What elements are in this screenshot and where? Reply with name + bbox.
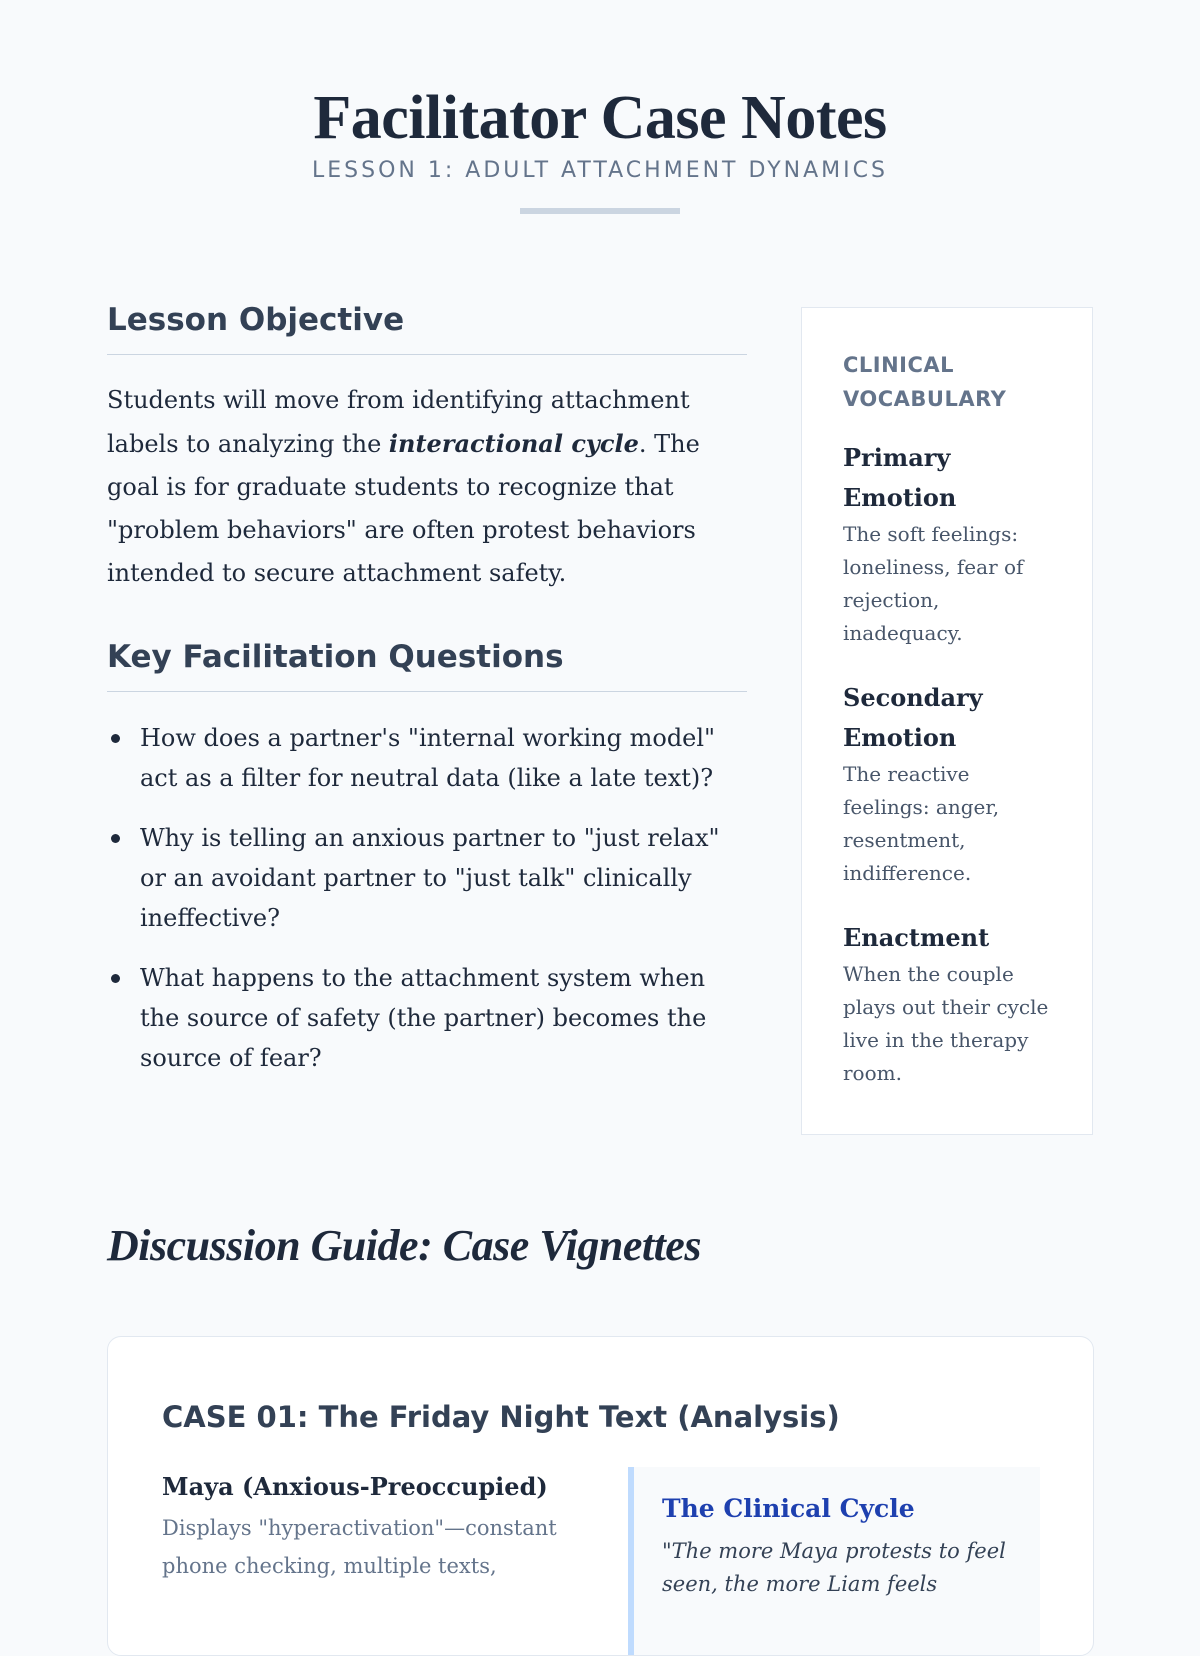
objective-emphasis: interactional cycle — [388, 429, 639, 458]
question-item: How does a partner's "internal working model" act as a filter for neutral data (like a late text)? — [107, 718, 747, 798]
cycle-quote: "The more Maya protests to feel seen, the more Liam feels — [662, 1539, 1006, 1596]
clinical-cycle-callout — [628, 1467, 1040, 1656]
case-profile — [162, 1467, 582, 1585]
vocab-definition: The soft feelings: loneliness, fear of rejection, inadequacy. — [843, 522, 1024, 645]
case-title: CASE 01: The Friday Night Text (Analysis) — [162, 1400, 840, 1434]
objective-text-start: Students will move from identifying attachment labels to analyzing the — [107, 386, 690, 458]
vocab-definition: The reactive feelings: anger, resentment, indifference. — [843, 762, 1000, 885]
case-card — [107, 1336, 1094, 1656]
vocab-term: Secondary Emotion — [843, 683, 983, 752]
question-item: Why is telling an anxious partner to "just relax" or an avoidant partner to "just talk" clinically ineffective? — [107, 818, 747, 938]
page-title: Facilitator Case Notes — [313, 84, 887, 152]
vocab-definition: When the couple plays out their cycle live in the therapy room. — [843, 962, 1049, 1085]
question-item: What happens to the attachment system when the source of safety (the partner) becomes the source of fear? — [107, 958, 747, 1078]
cycle-title: The Clinical Cycle — [662, 1494, 915, 1523]
objective-heading: Lesson Objective — [107, 300, 747, 355]
vocabulary-heading: CLINICAL VOCABULARY — [843, 353, 1007, 411]
vocab-term: Enactment — [843, 923, 990, 952]
objective-text — [107, 379, 747, 595]
person-name: Maya (Anxious-Preoccupied) — [162, 1472, 548, 1501]
page-header — [0, 82, 1200, 214]
person-description: Displays "hyperactivation"—constant phone checking, multiple texts, — [162, 1516, 557, 1578]
questions-list — [107, 718, 747, 1078]
questions-heading: Key Facilitation Questions — [107, 637, 747, 692]
discussion-heading: Discussion Guide: Case Vignettes — [107, 1221, 701, 1270]
vocab-term: Primary Emotion — [843, 443, 957, 512]
page-subtitle: LESSON 1: ADULT ATTACHMENT DYNAMICS — [312, 158, 888, 183]
main-column — [107, 300, 747, 1098]
header-divider — [520, 208, 680, 214]
vocabulary-sidebar — [801, 307, 1093, 1135]
objective-text-end: . The goal is for graduate students to recognize that "problem behaviors" are often protest behaviors intended to secure attachment safety. — [107, 430, 700, 587]
